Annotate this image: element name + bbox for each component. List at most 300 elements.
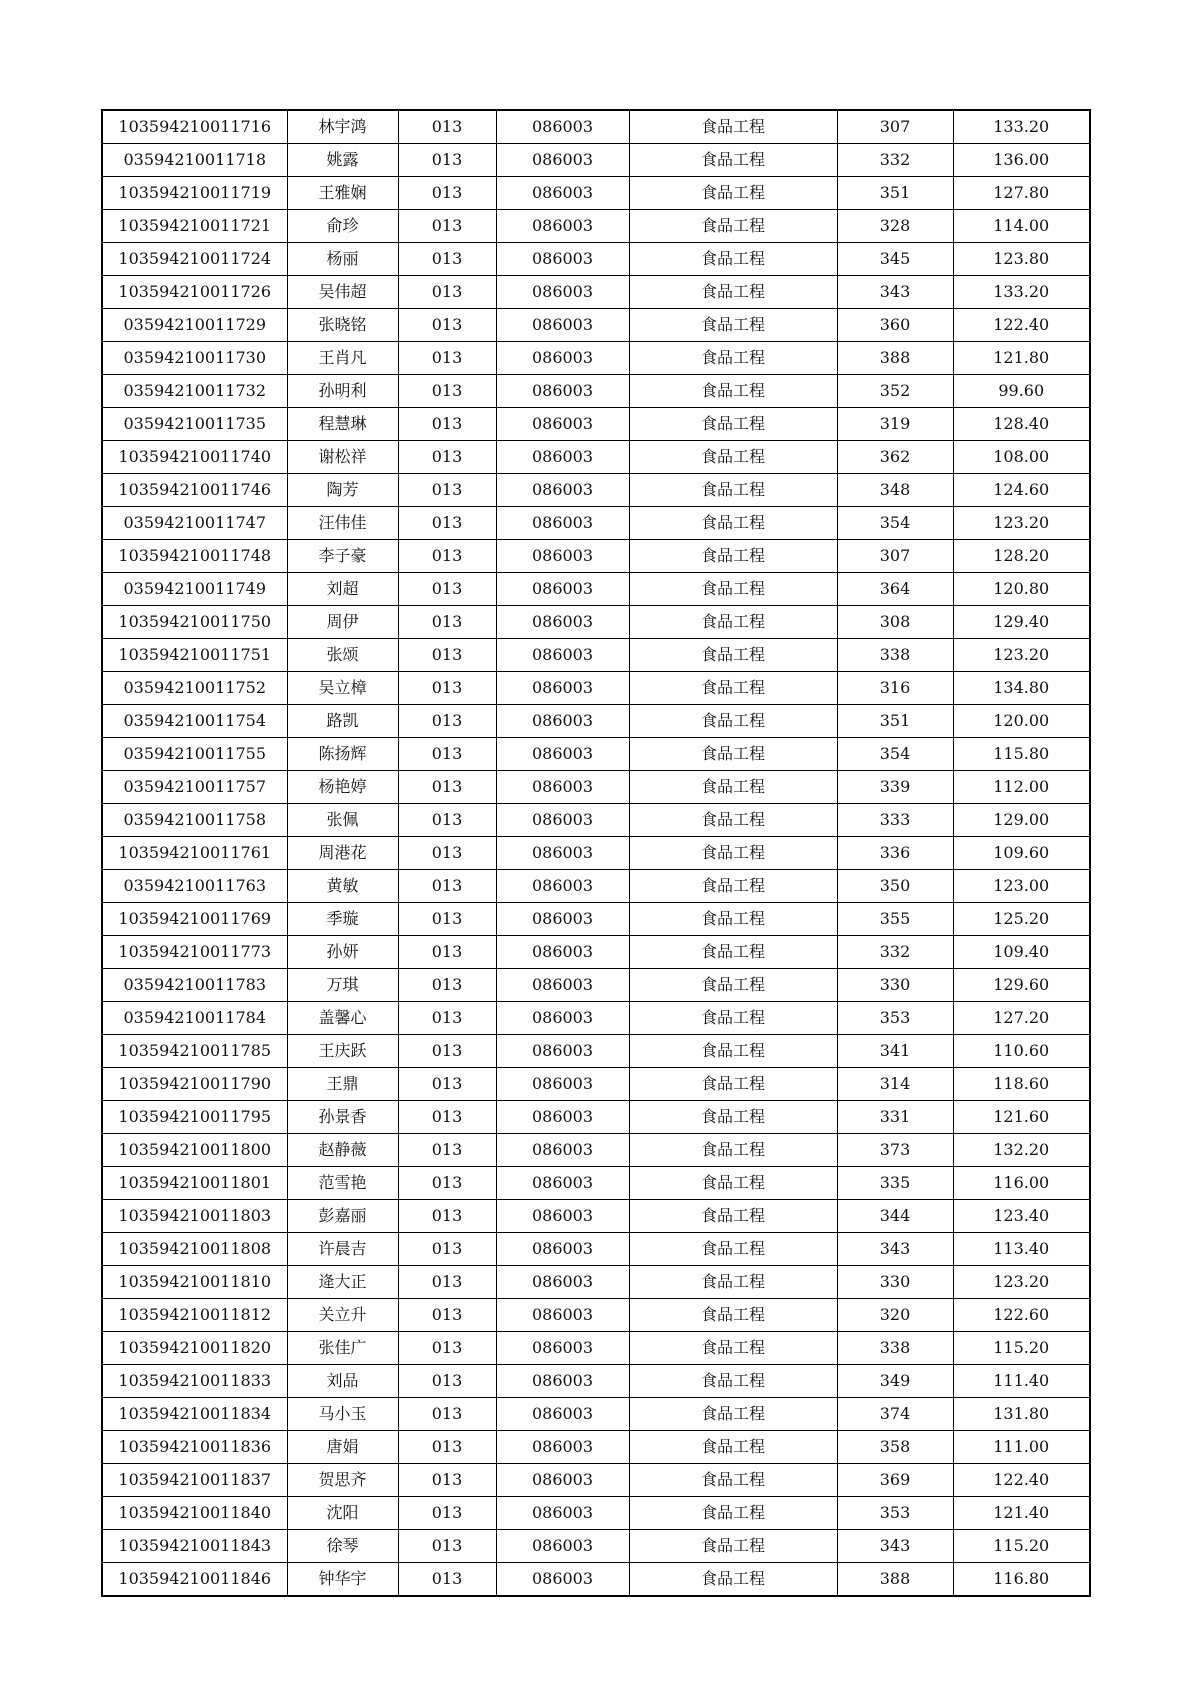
candidate-id-cell: 03594210011758	[102, 804, 287, 837]
retest-score-cell: 121.80	[953, 342, 1090, 375]
table-row	[102, 1200, 1090, 1233]
table-row	[102, 1299, 1090, 1332]
initial-score-cell: 330	[837, 1266, 953, 1299]
candidate-id-cell: 103594210011833	[102, 1365, 287, 1398]
major-code-cell: 086003	[496, 1299, 629, 1332]
major-code-cell: 086003	[496, 1002, 629, 1035]
major-name-cell: 食品工程	[629, 474, 837, 507]
table-row	[102, 1068, 1090, 1101]
name-cell: 孙明利	[287, 375, 398, 408]
table-row	[102, 1464, 1090, 1497]
college-code-cell: 013	[398, 1332, 496, 1365]
initial-score-cell: 354	[837, 507, 953, 540]
initial-score-cell: 355	[837, 903, 953, 936]
initial-score-cell: 328	[837, 210, 953, 243]
candidate-id-cell: 03594210011747	[102, 507, 287, 540]
major-code-cell: 086003	[496, 1233, 629, 1266]
college-code-cell: 013	[398, 540, 496, 573]
name-cell: 谢松祥	[287, 441, 398, 474]
retest-score-cell: 121.60	[953, 1101, 1090, 1134]
candidate-id-cell: 103594210011751	[102, 639, 287, 672]
name-cell: 张佳广	[287, 1332, 398, 1365]
initial-score-cell: 307	[837, 540, 953, 573]
table-row	[102, 1233, 1090, 1266]
major-name-cell: 食品工程	[629, 1101, 837, 1134]
major-name-cell: 食品工程	[629, 870, 837, 903]
table-row	[102, 672, 1090, 705]
name-cell: 路凯	[287, 705, 398, 738]
table-row	[102, 1266, 1090, 1299]
college-code-cell: 013	[398, 210, 496, 243]
college-code-cell: 013	[398, 507, 496, 540]
name-cell: 沈阳	[287, 1497, 398, 1530]
initial-score-cell: 373	[837, 1134, 953, 1167]
name-cell: 季璇	[287, 903, 398, 936]
retest-score-cell: 133.20	[953, 276, 1090, 309]
table-row	[102, 309, 1090, 342]
name-cell: 范雪艳	[287, 1167, 398, 1200]
retest-score-cell: 123.00	[953, 870, 1090, 903]
candidate-id-cell: 03594210011755	[102, 738, 287, 771]
candidate-id-cell: 103594210011726	[102, 276, 287, 309]
major-code-cell: 086003	[496, 507, 629, 540]
candidate-id-cell: 103594210011748	[102, 540, 287, 573]
college-code-cell: 013	[398, 1365, 496, 1398]
retest-score-cell: 128.20	[953, 540, 1090, 573]
college-code-cell: 013	[398, 903, 496, 936]
table-row	[102, 969, 1090, 1002]
retest-score-cell: 115.20	[953, 1530, 1090, 1563]
retest-score-cell: 127.20	[953, 1002, 1090, 1035]
initial-score-cell: 350	[837, 870, 953, 903]
major-code-cell: 086003	[496, 738, 629, 771]
initial-score-cell: 351	[837, 705, 953, 738]
candidate-id-cell: 103594210011716	[102, 110, 287, 144]
college-code-cell: 013	[398, 408, 496, 441]
major-code-cell: 086003	[496, 804, 629, 837]
candidate-id-cell: 03594210011730	[102, 342, 287, 375]
major-code-cell: 086003	[496, 1035, 629, 1068]
initial-score-cell: 353	[837, 1002, 953, 1035]
name-cell: 吴伟超	[287, 276, 398, 309]
retest-score-cell: 112.00	[953, 771, 1090, 804]
name-cell: 孙妍	[287, 936, 398, 969]
name-cell: 陈扬辉	[287, 738, 398, 771]
table-body	[102, 110, 1090, 1596]
major-code-cell: 086003	[496, 969, 629, 1002]
candidate-id-cell: 03594210011757	[102, 771, 287, 804]
initial-score-cell: 362	[837, 441, 953, 474]
table-row	[102, 1497, 1090, 1530]
college-code-cell: 013	[398, 1398, 496, 1431]
name-cell: 钟华宇	[287, 1563, 398, 1597]
table-row	[102, 408, 1090, 441]
candidate-id-cell: 103594210011810	[102, 1266, 287, 1299]
candidate-id-cell: 103594210011834	[102, 1398, 287, 1431]
name-cell: 张颂	[287, 639, 398, 672]
candidate-id-cell: 103594210011846	[102, 1563, 287, 1597]
retest-score-cell: 121.40	[953, 1497, 1090, 1530]
retest-score-cell: 129.60	[953, 969, 1090, 1002]
table-row	[102, 243, 1090, 276]
table-row	[102, 1431, 1090, 1464]
table-row	[102, 1167, 1090, 1200]
major-code-cell: 086003	[496, 309, 629, 342]
candidate-id-cell: 103594210011773	[102, 936, 287, 969]
major-code-cell: 086003	[496, 1464, 629, 1497]
table-row	[102, 342, 1090, 375]
major-code-cell: 086003	[496, 144, 629, 177]
name-cell: 杨艳婷	[287, 771, 398, 804]
table-row	[102, 936, 1090, 969]
major-name-cell: 食品工程	[629, 276, 837, 309]
major-code-cell: 086003	[496, 1563, 629, 1597]
major-code-cell: 086003	[496, 441, 629, 474]
college-code-cell: 013	[398, 1299, 496, 1332]
table-row	[102, 1002, 1090, 1035]
retest-score-cell: 116.00	[953, 1167, 1090, 1200]
name-cell: 李子豪	[287, 540, 398, 573]
major-code-cell: 086003	[496, 639, 629, 672]
major-name-cell: 食品工程	[629, 1200, 837, 1233]
major-code-cell: 086003	[496, 1134, 629, 1167]
table-row	[102, 639, 1090, 672]
major-name-cell: 食品工程	[629, 110, 837, 144]
initial-score-cell: 360	[837, 309, 953, 342]
major-code-cell: 086003	[496, 210, 629, 243]
table-row	[102, 375, 1090, 408]
name-cell: 彭嘉丽	[287, 1200, 398, 1233]
initial-score-cell: 332	[837, 144, 953, 177]
candidate-id-cell: 103594210011790	[102, 1068, 287, 1101]
initial-score-cell: 308	[837, 606, 953, 639]
retest-score-cell: 123.80	[953, 243, 1090, 276]
table-row	[102, 1530, 1090, 1563]
major-code-cell: 086003	[496, 342, 629, 375]
table-row	[102, 507, 1090, 540]
candidate-id-cell: 103594210011724	[102, 243, 287, 276]
retest-score-cell: 123.20	[953, 507, 1090, 540]
name-cell: 程慧琳	[287, 408, 398, 441]
table-row	[102, 870, 1090, 903]
table-row	[102, 1332, 1090, 1365]
table-row	[102, 1398, 1090, 1431]
name-cell: 汪伟佳	[287, 507, 398, 540]
candidate-id-cell: 103594210011800	[102, 1134, 287, 1167]
major-name-cell: 食品工程	[629, 1134, 837, 1167]
major-name-cell: 食品工程	[629, 144, 837, 177]
table-row	[102, 110, 1090, 144]
retest-score-cell: 120.80	[953, 573, 1090, 606]
candidate-id-cell: 103594210011840	[102, 1497, 287, 1530]
name-cell: 孙景香	[287, 1101, 398, 1134]
major-name-cell: 食品工程	[629, 837, 837, 870]
major-name-cell: 食品工程	[629, 705, 837, 738]
major-name-cell: 食品工程	[629, 771, 837, 804]
major-code-cell: 086003	[496, 606, 629, 639]
major-code-cell: 086003	[496, 870, 629, 903]
table-row	[102, 606, 1090, 639]
candidate-id-cell: 103594210011719	[102, 177, 287, 210]
name-cell: 万琪	[287, 969, 398, 1002]
initial-score-cell: 341	[837, 1035, 953, 1068]
major-name-cell: 食品工程	[629, 1464, 837, 1497]
major-code-cell: 086003	[496, 1266, 629, 1299]
major-code-cell: 086003	[496, 177, 629, 210]
major-name-cell: 食品工程	[629, 1332, 837, 1365]
initial-score-cell: 374	[837, 1398, 953, 1431]
major-name-cell: 食品工程	[629, 573, 837, 606]
retest-score-cell: 122.60	[953, 1299, 1090, 1332]
major-name-cell: 食品工程	[629, 375, 837, 408]
major-code-cell: 086003	[496, 936, 629, 969]
college-code-cell: 013	[398, 771, 496, 804]
table-row	[102, 441, 1090, 474]
retest-score-cell: 125.20	[953, 903, 1090, 936]
major-name-cell: 食品工程	[629, 1233, 837, 1266]
major-code-cell: 086003	[496, 1068, 629, 1101]
table-row	[102, 837, 1090, 870]
college-code-cell: 013	[398, 1167, 496, 1200]
major-name-cell: 食品工程	[629, 1365, 837, 1398]
retest-score-cell: 124.60	[953, 474, 1090, 507]
candidate-id-cell: 103594210011746	[102, 474, 287, 507]
college-code-cell: 013	[398, 936, 496, 969]
major-name-cell: 食品工程	[629, 1530, 837, 1563]
major-code-cell: 086003	[496, 110, 629, 144]
college-code-cell: 013	[398, 606, 496, 639]
candidate-id-cell: 03594210011718	[102, 144, 287, 177]
name-cell: 张佩	[287, 804, 398, 837]
initial-score-cell: 388	[837, 342, 953, 375]
candidate-id-cell: 103594210011812	[102, 1299, 287, 1332]
table-row	[102, 705, 1090, 738]
table-row	[102, 210, 1090, 243]
major-code-cell: 086003	[496, 408, 629, 441]
retest-score-cell: 134.80	[953, 672, 1090, 705]
major-code-cell: 086003	[496, 1530, 629, 1563]
name-cell: 俞珍	[287, 210, 398, 243]
major-code-cell: 086003	[496, 771, 629, 804]
name-cell: 王雅娴	[287, 177, 398, 210]
name-cell: 刘品	[287, 1365, 398, 1398]
candidate-id-cell: 103594210011750	[102, 606, 287, 639]
major-code-cell: 086003	[496, 474, 629, 507]
candidate-id-cell: 103594210011761	[102, 837, 287, 870]
major-name-cell: 食品工程	[629, 1563, 837, 1597]
initial-score-cell: 332	[837, 936, 953, 969]
name-cell: 许晨吉	[287, 1233, 398, 1266]
retest-score-cell: 116.80	[953, 1563, 1090, 1597]
name-cell: 马小玉	[287, 1398, 398, 1431]
retest-score-cell: 111.40	[953, 1365, 1090, 1398]
retest-score-cell: 129.40	[953, 606, 1090, 639]
major-name-cell: 食品工程	[629, 1035, 837, 1068]
candidate-id-cell: 03594210011754	[102, 705, 287, 738]
retest-score-cell: 123.40	[953, 1200, 1090, 1233]
college-code-cell: 013	[398, 672, 496, 705]
college-code-cell: 013	[398, 1431, 496, 1464]
candidate-id-cell: 103594210011808	[102, 1233, 287, 1266]
name-cell: 唐娟	[287, 1431, 398, 1464]
initial-score-cell: 369	[837, 1464, 953, 1497]
retest-score-cell: 133.20	[953, 110, 1090, 144]
name-cell: 徐琴	[287, 1530, 398, 1563]
college-code-cell: 013	[398, 1068, 496, 1101]
major-name-cell: 食品工程	[629, 408, 837, 441]
table-row	[102, 276, 1090, 309]
name-cell: 陶芳	[287, 474, 398, 507]
retest-score-cell: 110.60	[953, 1035, 1090, 1068]
retest-score-cell: 122.40	[953, 1464, 1090, 1497]
initial-score-cell: 333	[837, 804, 953, 837]
table-row	[102, 1101, 1090, 1134]
name-cell: 吴立樟	[287, 672, 398, 705]
candidate-id-cell: 03594210011783	[102, 969, 287, 1002]
initial-score-cell: 338	[837, 1332, 953, 1365]
retest-score-cell: 115.80	[953, 738, 1090, 771]
major-name-cell: 食品工程	[629, 507, 837, 540]
major-name-cell: 食品工程	[629, 1431, 837, 1464]
retest-score-cell: 109.60	[953, 837, 1090, 870]
table-row	[102, 573, 1090, 606]
major-name-cell: 食品工程	[629, 342, 837, 375]
initial-score-cell: 364	[837, 573, 953, 606]
initial-score-cell: 343	[837, 1530, 953, 1563]
name-cell: 周伊	[287, 606, 398, 639]
major-code-cell: 086003	[496, 903, 629, 936]
candidate-id-cell: 103594210011836	[102, 1431, 287, 1464]
college-code-cell: 013	[398, 1563, 496, 1597]
college-code-cell: 013	[398, 870, 496, 903]
major-name-cell: 食品工程	[629, 738, 837, 771]
major-code-cell: 086003	[496, 1431, 629, 1464]
initial-score-cell: 316	[837, 672, 953, 705]
college-code-cell: 013	[398, 441, 496, 474]
major-code-cell: 086003	[496, 1332, 629, 1365]
college-code-cell: 013	[398, 1530, 496, 1563]
initial-score-cell: 335	[837, 1167, 953, 1200]
retest-score-cell: 123.20	[953, 639, 1090, 672]
retest-score-cell: 114.00	[953, 210, 1090, 243]
retest-score-cell: 132.20	[953, 1134, 1090, 1167]
college-code-cell: 013	[398, 144, 496, 177]
major-code-cell: 086003	[496, 1365, 629, 1398]
initial-score-cell: 339	[837, 771, 953, 804]
name-cell: 林宇鸿	[287, 110, 398, 144]
major-name-cell: 食品工程	[629, 1398, 837, 1431]
retest-score-cell: 120.00	[953, 705, 1090, 738]
college-code-cell: 013	[398, 1035, 496, 1068]
retest-score-cell: 123.20	[953, 1266, 1090, 1299]
retest-score-cell: 136.00	[953, 144, 1090, 177]
candidate-id-cell: 103594210011740	[102, 441, 287, 474]
major-name-cell: 食品工程	[629, 540, 837, 573]
initial-score-cell: 331	[837, 1101, 953, 1134]
initial-score-cell: 343	[837, 276, 953, 309]
major-name-cell: 食品工程	[629, 1002, 837, 1035]
table-row	[102, 903, 1090, 936]
major-name-cell: 食品工程	[629, 1167, 837, 1200]
name-cell: 盖馨心	[287, 1002, 398, 1035]
major-code-cell: 086003	[496, 672, 629, 705]
name-cell: 王鼎	[287, 1068, 398, 1101]
retest-score-cell: 122.40	[953, 309, 1090, 342]
retest-score-cell: 131.80	[953, 1398, 1090, 1431]
college-code-cell: 013	[398, 1233, 496, 1266]
college-code-cell: 013	[398, 177, 496, 210]
college-code-cell: 013	[398, 837, 496, 870]
major-name-cell: 食品工程	[629, 243, 837, 276]
table-row	[102, 738, 1090, 771]
college-code-cell: 013	[398, 573, 496, 606]
major-code-cell: 086003	[496, 276, 629, 309]
name-cell: 王肖凡	[287, 342, 398, 375]
initial-score-cell: 330	[837, 969, 953, 1002]
major-name-cell: 食品工程	[629, 1299, 837, 1332]
major-name-cell: 食品工程	[629, 177, 837, 210]
major-name-cell: 食品工程	[629, 1266, 837, 1299]
name-cell: 周港花	[287, 837, 398, 870]
name-cell: 贺思齐	[287, 1464, 398, 1497]
college-code-cell: 013	[398, 738, 496, 771]
major-code-cell: 086003	[496, 705, 629, 738]
name-cell: 姚露	[287, 144, 398, 177]
college-code-cell: 013	[398, 309, 496, 342]
candidate-id-cell: 03594210011729	[102, 309, 287, 342]
candidate-id-cell: 03594210011749	[102, 573, 287, 606]
college-code-cell: 013	[398, 342, 496, 375]
major-code-cell: 086003	[496, 1200, 629, 1233]
table-row	[102, 1365, 1090, 1398]
initial-score-cell: 344	[837, 1200, 953, 1233]
major-name-cell: 食品工程	[629, 804, 837, 837]
college-code-cell: 013	[398, 705, 496, 738]
retest-score-cell: 129.00	[953, 804, 1090, 837]
major-code-cell: 086003	[496, 375, 629, 408]
table-row	[102, 771, 1090, 804]
college-code-cell: 013	[398, 804, 496, 837]
name-cell: 杨丽	[287, 243, 398, 276]
candidate-id-cell: 103594210011843	[102, 1530, 287, 1563]
college-code-cell: 013	[398, 1497, 496, 1530]
candidate-id-cell: 103594210011820	[102, 1332, 287, 1365]
candidate-id-cell: 103594210011785	[102, 1035, 287, 1068]
score-table	[101, 109, 1091, 1597]
candidate-id-cell: 103594210011837	[102, 1464, 287, 1497]
college-code-cell: 013	[398, 276, 496, 309]
initial-score-cell: 314	[837, 1068, 953, 1101]
candidate-id-cell: 103594210011801	[102, 1167, 287, 1200]
college-code-cell: 013	[398, 1002, 496, 1035]
candidate-id-cell: 03594210011752	[102, 672, 287, 705]
candidate-id-cell: 03594210011735	[102, 408, 287, 441]
college-code-cell: 013	[398, 243, 496, 276]
candidate-id-cell: 103594210011769	[102, 903, 287, 936]
table-row	[102, 1563, 1090, 1597]
name-cell: 赵静薇	[287, 1134, 398, 1167]
college-code-cell: 013	[398, 474, 496, 507]
initial-score-cell: 358	[837, 1431, 953, 1464]
major-name-cell: 食品工程	[629, 969, 837, 1002]
college-code-cell: 013	[398, 1101, 496, 1134]
initial-score-cell: 307	[837, 110, 953, 144]
college-code-cell: 013	[398, 639, 496, 672]
major-code-cell: 086003	[496, 573, 629, 606]
name-cell: 关立升	[287, 1299, 398, 1332]
candidate-id-cell: 103594210011721	[102, 210, 287, 243]
college-code-cell: 013	[398, 969, 496, 1002]
